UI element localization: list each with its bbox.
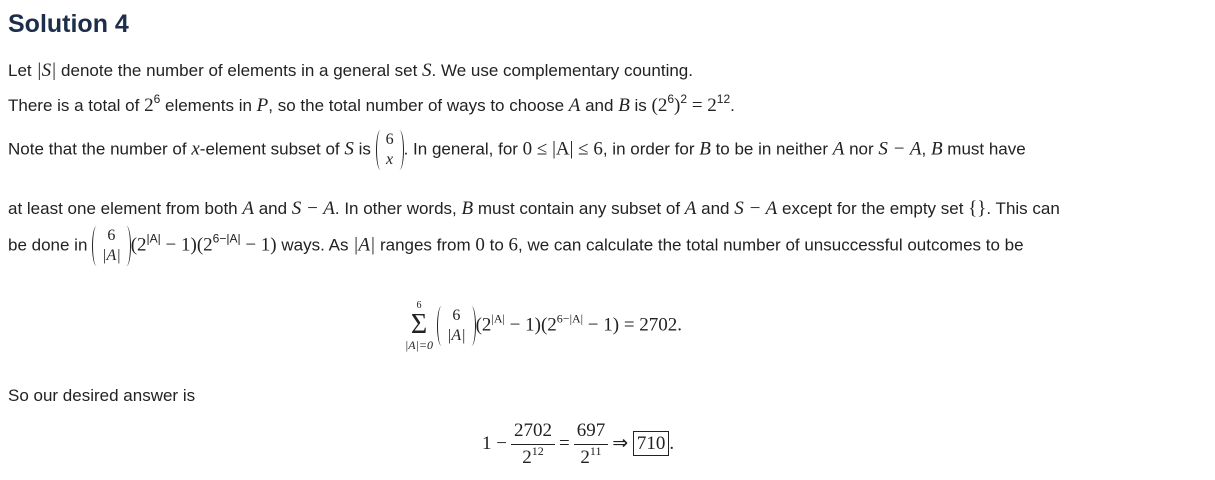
sum-equation: 6 Σ |A|=0 6 |A| $(2^{|A|} - 1)(2^{6-|A|} - 1) = 2702$. — [405, 300, 683, 352]
fraction-2702: $\frac{2702}{2^{12}}$ — [511, 420, 555, 469]
paragraph-desired-answer: So our desired answer is — [8, 386, 196, 405]
fraction-697: $\frac{697}{2^{11}}$ — [574, 420, 609, 469]
paragraph-done-in: be done in 6 |A| $(2^{|A|} - 1)(2^{6-|A|} - 1)$ ways. As |A| ranges from 0 to 6, we can calculate the total number of unsuccessful outcomes to be — [8, 227, 1024, 264]
paragraph-subset-count: Note that the number of x-element subset of S is 6 x . In general, for 0 ≤ |A| ≤ 6, in order for B to be in neither A nor S − A, B must have — [8, 131, 1026, 168]
paragraph-definition: Let |S| denote the number of elements in a general set S. We use complementary counting. — [8, 60, 693, 81]
binomial-6-x: 6 x — [376, 130, 404, 170]
binomial-6-A: 6 |A| — [92, 226, 131, 266]
paragraph-total-ways: There is a total of $2^6$ elements in P, so the total number of ways to choose A and B is $(2^6)^2 = 2^{12}$. — [8, 92, 735, 116]
answer-equation: 1 − $\frac{2702}{2^{12}}$ = $\frac{697}{2^{11}}$ ⇒ 710 . — [482, 420, 675, 468]
boxed-answer: 710 — [633, 431, 670, 456]
paragraph-at-least-one: at least one element from both A and S − A. In other words, B must contain any subset of A and S − A except for the empty set {}. This can — [8, 198, 1060, 219]
binomial-6-A-display: 6 |A| — [437, 306, 476, 346]
summation-operator: 6 Σ |A|=0 — [405, 300, 434, 352]
solution-heading: Solution 4 — [8, 10, 129, 38]
